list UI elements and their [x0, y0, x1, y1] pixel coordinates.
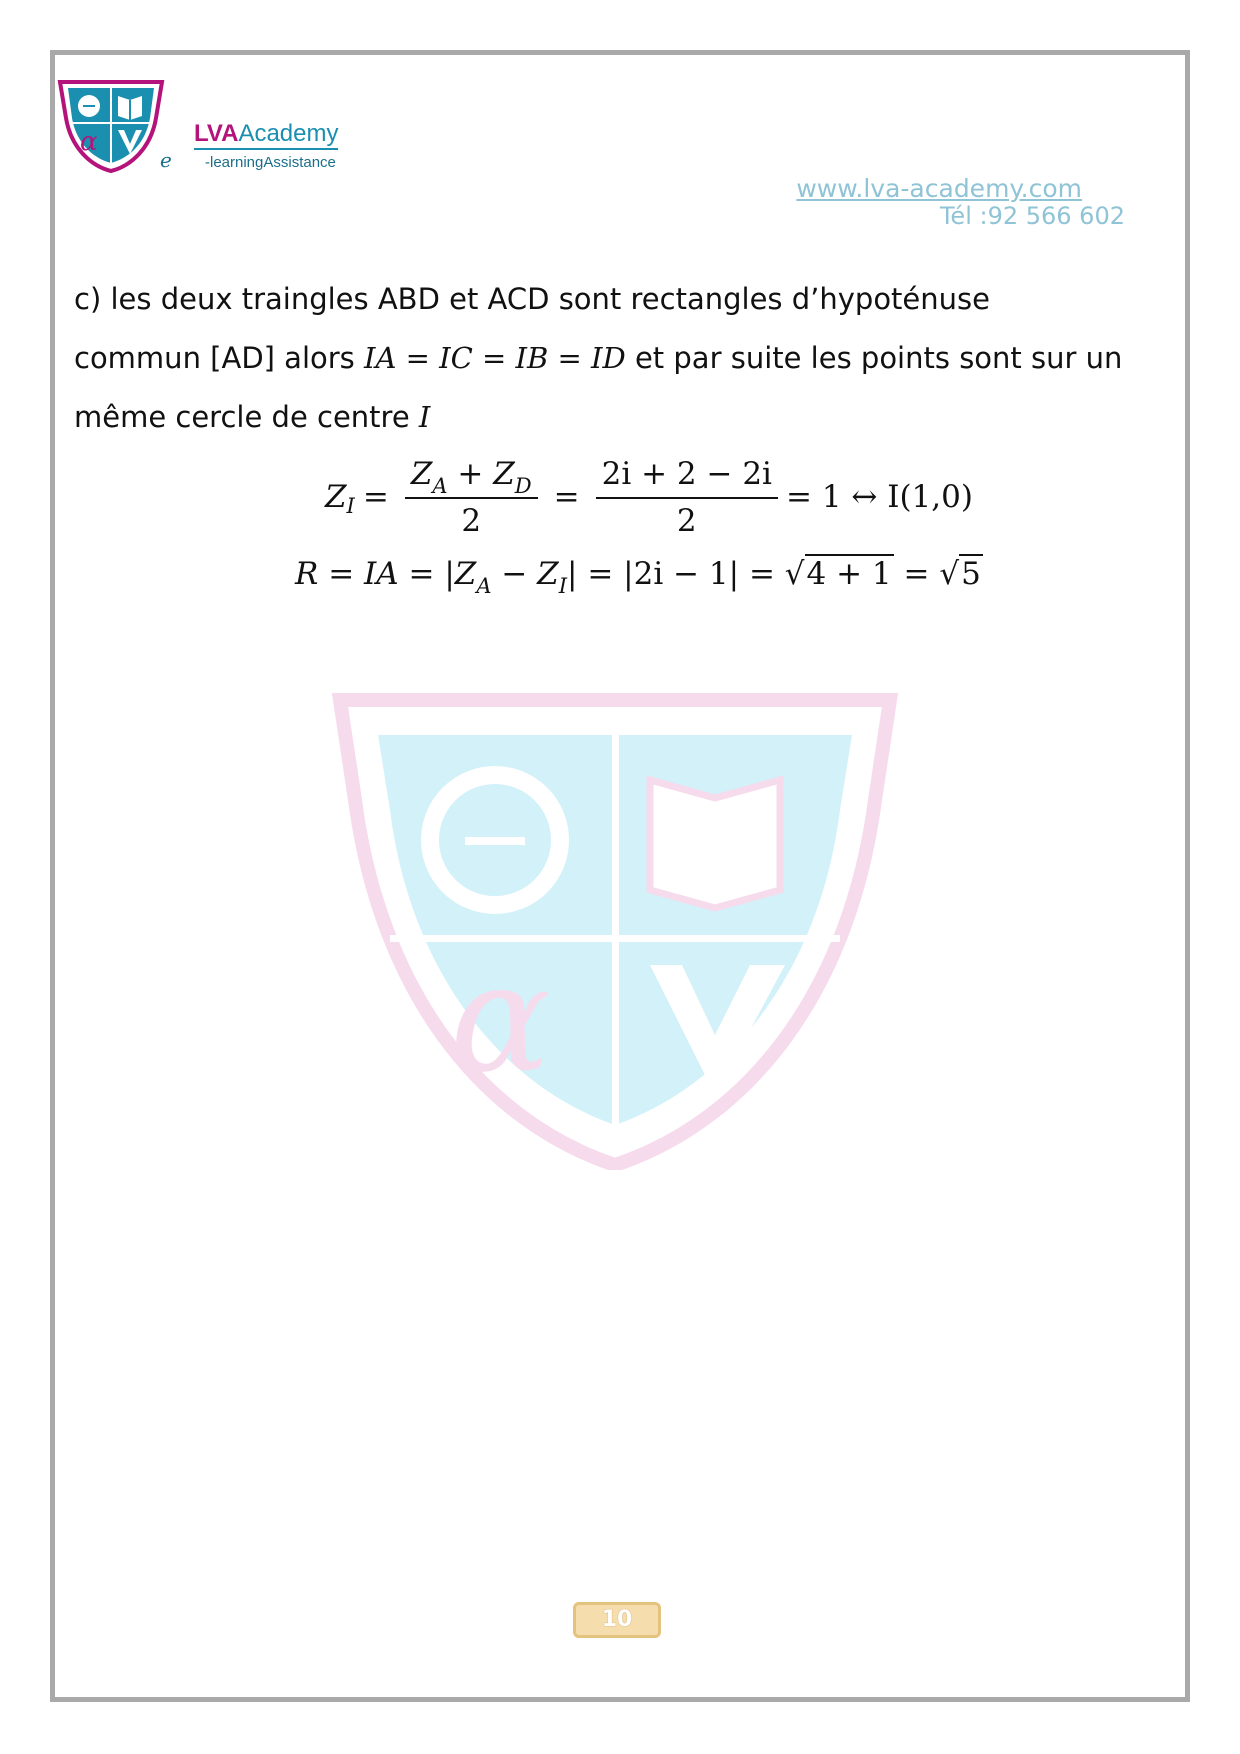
brand-name — [194, 120, 338, 150]
website-link[interactable]: www.lva-academy.com — [796, 174, 1082, 203]
eq1-rhs: = 1 ↔ I(1,0) — [785, 479, 973, 515]
eq1-frac1-denominator: 2 — [461, 502, 482, 539]
eq2-sqrt-2: 5 — [961, 556, 981, 592]
eq1-frac2-denominator: 2 — [676, 502, 697, 539]
line2-math: IA = IC = IB = ID — [364, 341, 626, 375]
phone-number: Tél :92 566 602 — [939, 202, 1125, 230]
equation-radius — [295, 556, 983, 598]
paragraph — [74, 270, 1174, 447]
page-number-box — [573, 1602, 661, 1638]
headset-icon — [78, 95, 100, 117]
zd-sub: D — [514, 473, 532, 498]
eq1-frac2-numerator: 2i + 2 − 2i — [596, 456, 778, 499]
za: Z — [410, 455, 433, 492]
eq2-part-b: − Z — [491, 556, 559, 592]
eq2-b-sub: I — [558, 574, 568, 598]
paragraph-line-1: c) les deux traingles ABD et ACD sont rectangles d’hypoténuse — [74, 282, 990, 316]
svg-text:α: α — [450, 932, 552, 1106]
eq1-frac1-numerator: $Z_A + Z_D$ — [405, 456, 538, 499]
eq1-equals-2: = — [553, 479, 580, 515]
eq2-part-c: | = |2i − 1| = √ — [567, 556, 805, 592]
line3-prefix: même cercle de centre — [74, 400, 419, 434]
za-sub: A — [432, 473, 448, 498]
brand-lva: LVA — [194, 120, 239, 147]
logo-shield-icon — [56, 78, 166, 173]
eq2-sqrt-1: 4 + 1 — [806, 556, 892, 592]
eq2-part-a: R = IA = |Z — [295, 556, 477, 592]
brand-academy: Academy — [238, 120, 339, 147]
brand-e: e — [160, 148, 172, 172]
eq1-fraction-2 — [596, 456, 778, 539]
paragraph-line-3 — [74, 388, 1174, 447]
alpha-icon: α — [80, 127, 98, 157]
eq1-equals-1: = — [362, 479, 389, 515]
eq2-part-d: = √ — [893, 556, 960, 592]
line2-prefix: commun [AD] alors — [74, 341, 364, 375]
line2-suffix: et par suite les points sont sur un — [625, 341, 1123, 375]
line3-math: I — [418, 400, 431, 434]
equation-zi — [325, 452, 973, 542]
eq1-lhs: Z — [325, 479, 347, 515]
eq2-a-sub: A — [476, 574, 492, 598]
paragraph-line-2 — [74, 329, 1174, 388]
eq1-lhs-sub: I — [346, 494, 355, 518]
page-number: 10 — [601, 1607, 633, 1632]
brand-subtitle: -learningAssistance — [205, 154, 336, 171]
eq1-fraction-1 — [405, 456, 538, 539]
zd: Z — [493, 455, 515, 492]
watermark-shield-icon — [330, 690, 900, 1170]
